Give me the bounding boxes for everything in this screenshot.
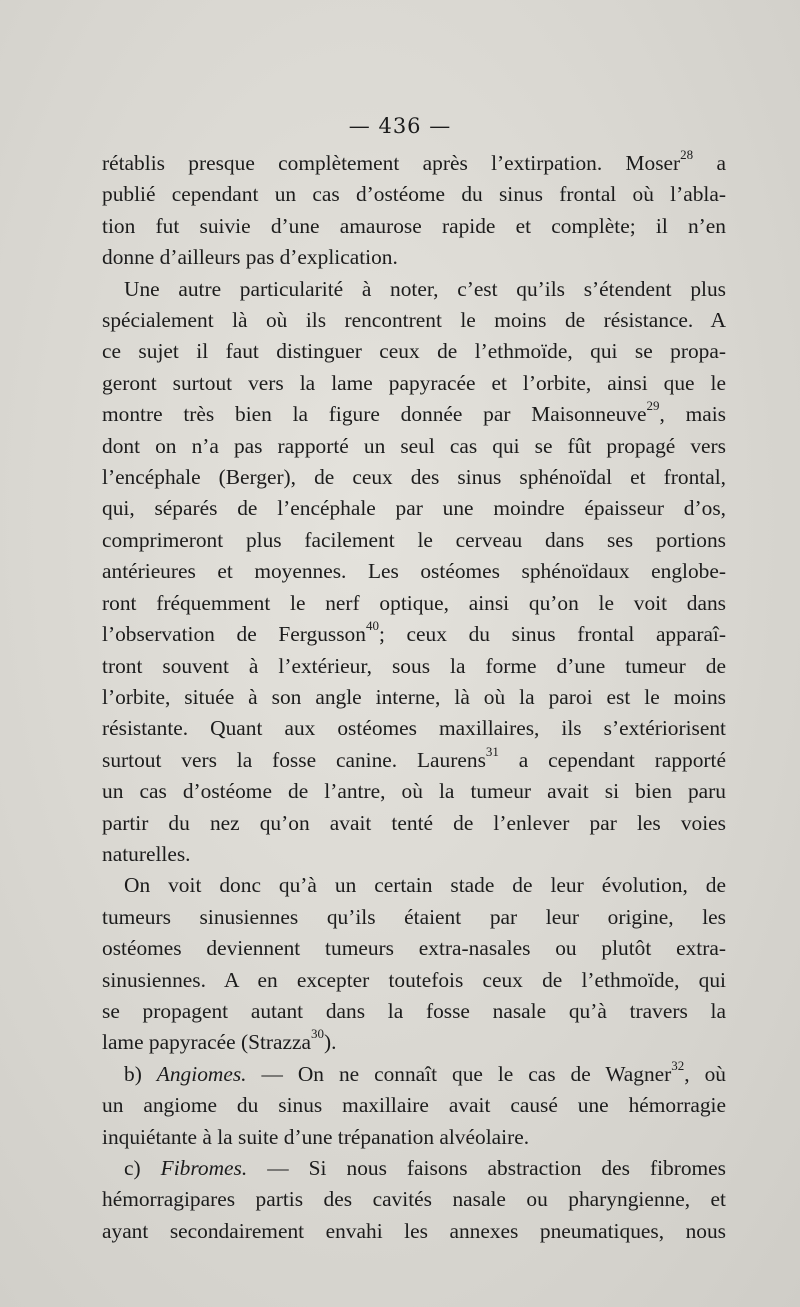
text-line <box>102 462 726 493</box>
line-text: dont on n’a pas rapporté un seul cas qui se fût propagé vers <box>102 433 726 458</box>
line-text: ayant secondairement envahi les annexes pneumatiques, nous <box>102 1218 726 1243</box>
text-line <box>102 1122 726 1153</box>
line-text: surtout vers la fosse canine. Laurens <box>102 747 486 772</box>
line-text: ce sujet il faut distinguer ceux de l’ethmoïde, qui se propa- <box>102 339 726 364</box>
text-line <box>102 1090 726 1121</box>
text-line <box>102 1153 726 1184</box>
text-line <box>102 902 726 933</box>
line-text: résistante. Quant aux ostéomes maxillaires, ils s’extériorisent <box>102 716 726 741</box>
line-text: tion fut suivie d’une amaurose rapide et complète; il n’en <box>102 213 726 238</box>
line-text: Une autre particularité à noter, c’est qu’ils s’étendent plus <box>124 276 726 301</box>
text-line <box>102 305 726 336</box>
text-line <box>102 368 726 399</box>
italic-heading: Fibromes. <box>160 1156 248 1180</box>
line-text: rétablis presque complètement après l’extirpation. Moser <box>102 151 681 175</box>
text-line <box>102 211 726 242</box>
line-text: ostéomes deviennent tumeurs extra-nasales ou plutôt extra- <box>102 936 726 961</box>
text-line <box>102 242 726 273</box>
line-text: hémorragipares partis des cavités nasale ou pharyngienne, et <box>102 1187 726 1212</box>
line-text: , où <box>684 1061 726 1086</box>
text-line <box>102 808 726 839</box>
line-text: — On ne connaît que le cas de Wagner <box>246 1061 672 1086</box>
line-text: l’observation de Fergusson <box>102 622 366 647</box>
text-line <box>102 179 726 210</box>
line-text: ; ceux du sinus frontal apparaî- <box>378 622 727 647</box>
text-line <box>102 399 726 430</box>
line-text: qui, séparés de l’encéphale par une moindre épaisseur d’os, <box>102 496 726 521</box>
text-line <box>102 713 726 744</box>
footnote-ref: 29 <box>646 398 660 414</box>
text-line <box>102 651 726 682</box>
body-text <box>102 148 726 1247</box>
text-line <box>102 619 726 650</box>
line-text: — Si nous faisons abstraction des fibromes <box>247 1156 727 1180</box>
line-text: naturelles. <box>102 841 191 866</box>
text-line <box>102 525 726 556</box>
text-line <box>102 776 726 807</box>
text-line <box>102 336 726 367</box>
footnote-ref: 32 <box>671 1057 685 1073</box>
footnote-ref: 28 <box>680 146 694 162</box>
text-line <box>102 556 726 587</box>
line-text: a cependant rapporté <box>498 747 726 772</box>
text-line <box>102 870 726 901</box>
line-text: tront souvent à l’extérieur, sous la forme d’une tumeur de <box>102 653 726 678</box>
line-text: sinusiennes. A en excepter toutefois ceux de l’ethmoïde, qui <box>102 967 726 992</box>
text-line <box>102 493 726 524</box>
line-text: geront surtout vers la lame papyracée et l’orbite, ainsi que le <box>102 370 726 395</box>
line-text: , mais <box>659 402 726 427</box>
text-line <box>102 933 726 964</box>
text-line <box>102 1184 726 1215</box>
line-text: c) <box>124 1156 161 1180</box>
text-line <box>102 1027 726 1058</box>
line-text: lame papyracée (Strazza <box>102 1030 312 1055</box>
text-line <box>102 588 726 619</box>
line-text: b) <box>124 1061 157 1086</box>
line-text: a <box>693 151 726 175</box>
text-line <box>102 148 726 179</box>
line-text: publié cependant un cas d’ostéome du sinus frontal où l’abla- <box>102 182 726 207</box>
text-line <box>102 1216 726 1247</box>
line-text: montre très bien la figure donnée par Maisonneuve <box>102 402 647 427</box>
line-text: l’orbite, située à son angle interne, là où la paroi est le moins <box>102 684 726 709</box>
line-text: comprimeront plus facilement le cerveau dans ses portions <box>102 527 726 552</box>
line-text: On voit donc qu’à un certain stade de leur évolution, de <box>124 873 726 898</box>
page-number: — 436 — <box>348 114 452 138</box>
footnote-ref: 31 <box>485 743 499 759</box>
line-text: un angiome du sinus maxillaire avait causé une hémorragie <box>102 1093 726 1118</box>
italic-heading: Angiomes. <box>156 1061 247 1086</box>
text-line <box>102 996 726 1027</box>
line-text: donne d’ailleurs pas d’explication. <box>102 245 398 270</box>
text-line <box>102 431 726 462</box>
line-text: ront fréquemment le nerf optique, ainsi qu’on le voit dans <box>102 590 726 615</box>
footnote-ref: 30 <box>311 1026 325 1042</box>
text-line <box>102 274 726 305</box>
line-text: ). <box>324 1030 337 1055</box>
text-line <box>102 839 726 870</box>
line-text: partir du nez qu’on avait tenté de l’enlever par les voies <box>102 810 726 835</box>
line-text: un cas d’ostéome de l’antre, où la tumeur avait si bien paru <box>102 779 726 804</box>
line-text: spécialement là où ils rencontrent le moins de résistance. A <box>102 308 726 333</box>
line-text: tumeurs sinusiennes qu’ils étaient par leur origine, les <box>102 904 726 929</box>
line-text: inquiétante à la suite d’une trépanation alvéolaire. <box>102 1124 530 1149</box>
footnote-ref: 40 <box>365 617 379 633</box>
text-line <box>102 682 726 713</box>
line-text: l’encéphale (Berger), de ceux des sinus sphénoïdal et frontal, <box>102 465 726 490</box>
line-text: se propagent autant dans la fosse nasale qu’à travers la <box>102 998 726 1023</box>
text-line <box>102 1059 726 1090</box>
text-line <box>102 965 726 996</box>
text-line <box>102 745 726 776</box>
line-text: antérieures et moyennes. Les ostéomes sphénoïdaux englobe- <box>102 559 726 584</box>
